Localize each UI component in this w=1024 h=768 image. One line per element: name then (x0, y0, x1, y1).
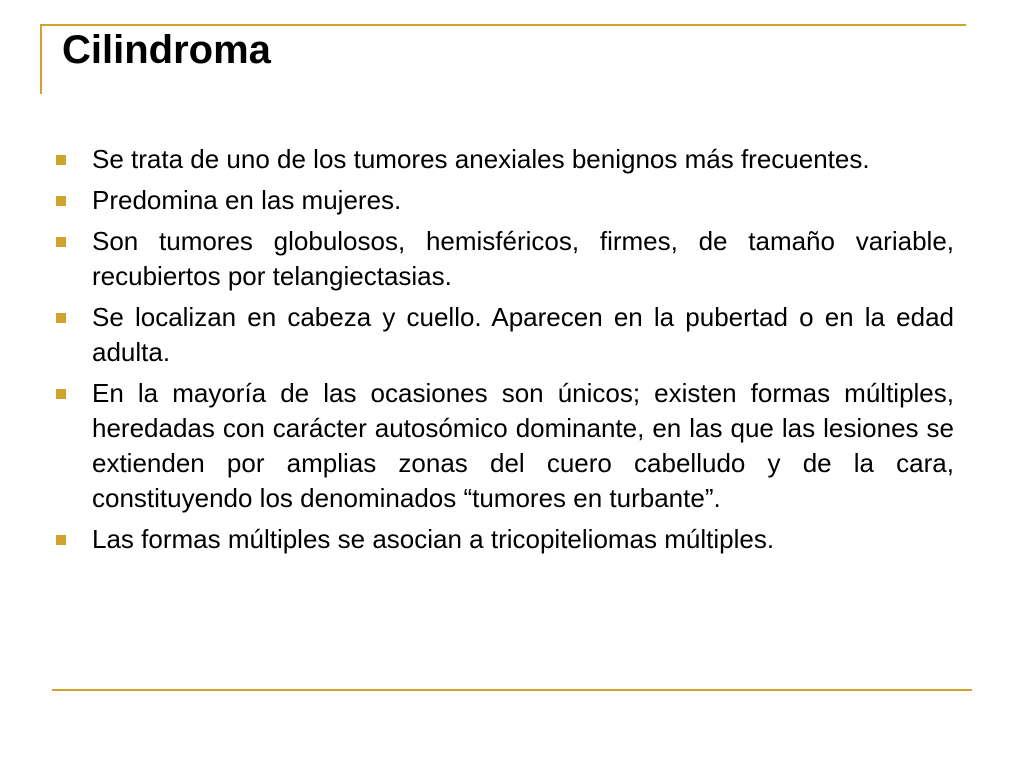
square-bullet-icon (56, 535, 66, 545)
left-accent-line (40, 24, 42, 94)
bullet-text: Son tumores globulosos, hemisféricos, firmes, de tamaño variable, recubiertos por telangiectasias. (92, 226, 954, 291)
bullet-text: Se localizan en cabeza y cuello. Aparecen en la pubertad o en la edad adulta. (92, 302, 954, 367)
square-bullet-icon (56, 389, 66, 399)
bullet-item (56, 183, 954, 218)
bullet-item (56, 300, 954, 370)
square-bullet-icon (56, 196, 66, 206)
bottom-accent-line (52, 689, 972, 691)
bullet-item (56, 376, 954, 516)
bullet-text: Las formas múltiples se asocian a tricopiteliomas múltiples. (92, 524, 775, 554)
square-bullet-icon (56, 155, 66, 165)
bullet-item (56, 142, 954, 177)
bullet-text: Se trata de uno de los tumores anexiales benignos más frecuentes. (92, 144, 870, 174)
slide-title: Cilindroma (62, 28, 271, 72)
bullet-item (56, 224, 954, 294)
bullet-list (56, 142, 954, 563)
bullet-item (56, 522, 954, 557)
square-bullet-icon (56, 237, 66, 247)
bullet-text: Predomina en las mujeres. (92, 185, 402, 215)
square-bullet-icon (56, 313, 66, 323)
bullet-text: En la mayoría de las ocasiones son únicos; existen formas múltiples, heredadas con carácter autosómico dominante, en las que las lesiones se extienden por amplias zonas del cuero cabelludo y de la cara, constituyendo los denominados “tumores en turbante”. (92, 378, 954, 513)
